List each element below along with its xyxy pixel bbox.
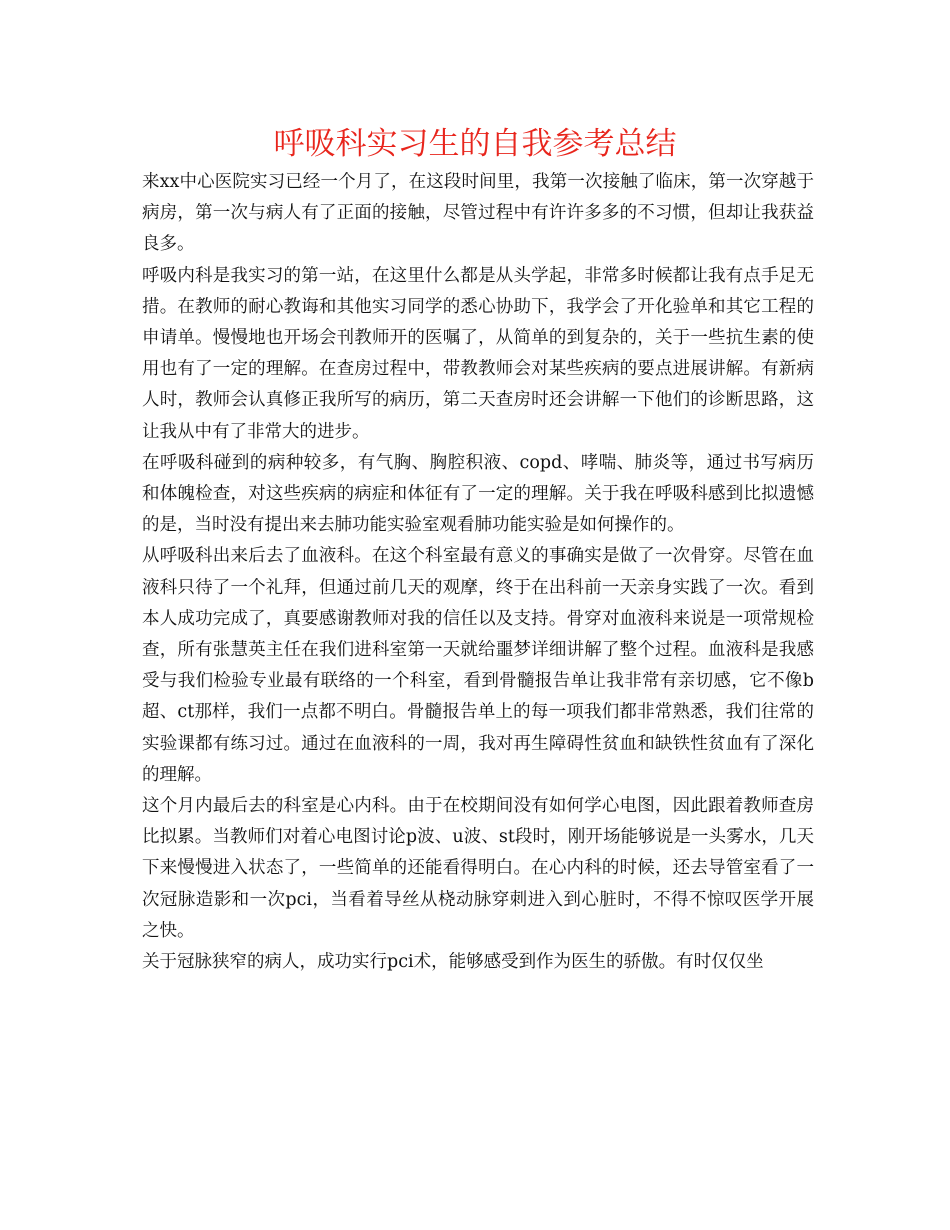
paragraph: 来xx中心医院实习已经一个月了，在这段时间里，我第一次接触了临床，第一次穿越于病房，第一次与病人有了正面的接触，尽管过程中有许许多多的不习惯，但却让我获益良多。 [142, 172, 814, 255]
paragraph: 呼吸内科是我实习的第一站，在这里什么都是从头学起，非常多时候都让我有点手足无措。在教师的耐心教诲和其他实习同学的悉心协助下，我学会了开化验单和其它工程的申请单。慢慢地也开场会刊教师开的医嘱了，从简单的到复杂的，关于一些抗生素的使用也有了一定的理解。在查房过程中，带教教师会对某些疾病的要点进展讲解。有新病人时，教师会认真修正我所写的病历，第二天查房时还会讲解一下他们的诊断思路，这让我从中有了非常大的进步。 [142, 265, 814, 442]
paragraph: 关于冠脉狭窄的病人，成功实行pci术，能够感受到作为医生的骄傲。有时仅仅坐 [142, 952, 764, 973]
document-body [142, 167, 814, 978]
document-title: 呼吸科实习生的自我参考总结 [273, 126, 677, 162]
paragraph: 在呼吸科碰到的病种较多，有气胸、胸腔积液、copd、哮喘、肺炎等，通过书写病历和体魄检查，对这些疾病的病症和体征有了一定的理解。关于我在呼吸科感到比拟遗憾的是，当时没有提出来去肺功能实验室观看肺功能实验是如何操作的。 [142, 452, 814, 536]
paragraph: 从呼吸科出来后去了血液科。在这个科室最有意义的事确实是做了一次骨穿。尽管在血液科只待了一个礼拜，但通过前几天的观摩，终于在出科前一天亲身实践了一次。看到本人成功完成了，真要感谢教师对我的信任以及支持。骨穿对血液科来说是一项常规检查，所有张慧英主任在我们进科室第一天就给噩梦详细讲解了整个过程。血液科是我感受与我们检验专业最有联络的一个科室，看到骨髓报告单让我非常有亲切感，它不像b超、ct那样，我们一点都不明白。骨髓报告单上的每一项我们都非常熟悉，我们往常的实验课都有练习过。通过在血液科的一周，我对再生障碍性贫血和缺铁性贫血有了深化的理解。 [142, 546, 814, 785]
paragraph: 这个月内最后去的科室是心内科。由于在校期间没有如何学心电图，因此跟着教师查房比拟累。当教师们对着心电图讨论p波、u波、st段时，刚开场能够说是一头雾水，几天下来慢慢进入状态了，一些简单的还能看得明白。在心内科的时候，还去导管室看了一次冠脉造影和一次pci，当看着导丝从桡动脉穿刺进入到心脏时，不得不惊叹医学开展之快。 [142, 796, 814, 941]
